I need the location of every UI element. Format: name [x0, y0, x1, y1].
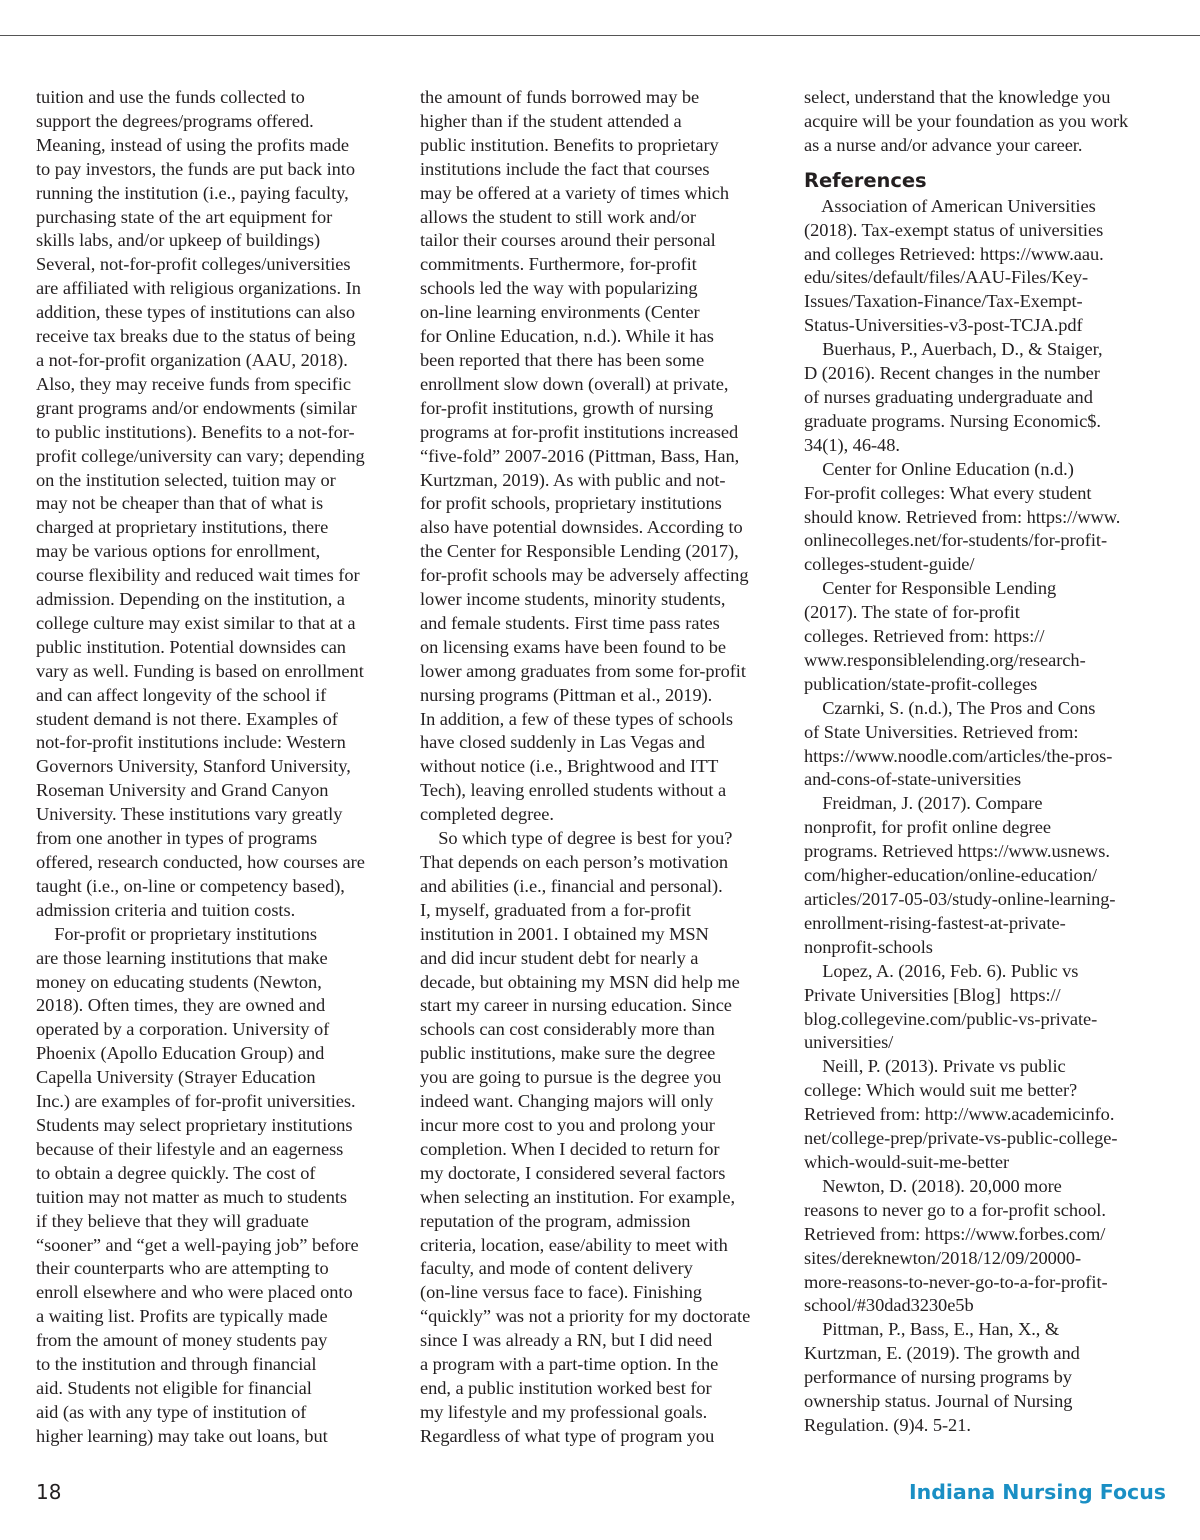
text-line: on the institution selected, tuition may or: [36, 469, 336, 490]
text-line: to pay investors, the funds are put back into: [36, 158, 356, 179]
text-line: because of their lifestyle and an eagerness: [36, 1138, 344, 1159]
text-line: been reported that there has been some: [420, 349, 705, 370]
reference-line: Center for Responsible Lending: [804, 578, 1057, 599]
text-line: indeed want. Changing majors will only: [420, 1091, 714, 1112]
reference-line: sites/dereknewton/2018/12/09/20000-: [804, 1247, 1082, 1268]
text-line: Tech), leaving enrolled students without a: [420, 780, 727, 801]
reference-line: Neill, P. (2013). Private vs public: [804, 1056, 1066, 1077]
text-line: skills labs, and/or upkeep of buildings): [36, 230, 321, 251]
text-line: and can affect longevity of the school if: [36, 684, 327, 705]
text-line: completed degree.: [420, 804, 554, 825]
text-line: and did incur student debt for nearly a: [420, 947, 699, 968]
text-line: without notice (i.e., Brightwood and ITT: [420, 756, 719, 777]
text-line: charged at proprietary institutions, there: [36, 517, 329, 538]
reference-line: reasons to never go to a for-profit school.: [804, 1199, 1106, 1220]
text-line: and female students. First time pass rates: [420, 612, 720, 633]
reference-line: of nurses graduating undergraduate and: [804, 386, 1093, 407]
text-line: for-profit institutions, growth of nursing: [420, 397, 714, 418]
text-line: Several, not-for-profit colleges/universities: [36, 254, 351, 275]
text-line: reputation of the program, admission: [420, 1210, 691, 1231]
text-line: when selecting an institution. For example,: [420, 1186, 736, 1207]
reference-line: Association of American Universities: [804, 195, 1096, 216]
reference-line: Retrieved from: http://www.academicinfo.: [804, 1104, 1115, 1125]
article-column-3-body: [804, 86, 1166, 158]
text-line: receive tax breaks due to the status of being: [36, 326, 356, 347]
text-line: may be various options for enrollment,: [36, 541, 321, 562]
text-line: public institution. Benefits to proprietary: [420, 134, 719, 155]
text-line: offered, research conducted, how courses are: [36, 852, 365, 872]
text-line: end, a public institution worked best for: [420, 1377, 712, 1398]
reference-line: Newton, D. (2018). 20,000 more: [804, 1175, 1062, 1196]
text-line: Governors University, Stanford University,: [36, 756, 351, 777]
text-line: schools can cost considerably more than: [420, 1019, 715, 1040]
text-line: In addition, a few of these types of schools: [420, 708, 733, 729]
text-line: a waiting list. Profits are typically made: [36, 1306, 328, 1327]
text-line: institution in 2001. I obtained my MSN: [420, 923, 709, 944]
text-line: on licensing exams have been found to be: [420, 636, 726, 657]
text-line: “five-fold” 2007-2016 (Pittman, Bass, Han,: [420, 445, 740, 466]
text-line: tuition and use the funds collected to: [36, 87, 305, 107]
text-line: may not be cheaper than that of what is: [36, 493, 324, 514]
text-line: “sooner” and “get a well-paying job” before: [36, 1234, 359, 1255]
text-line: support the degrees/programs offered.: [36, 110, 314, 131]
reference-line: more-reasons-to-never-go-to-a-for-profit-: [804, 1271, 1108, 1292]
text-line: grant programs and/or endowments (similar: [36, 397, 357, 418]
text-line: are affiliated with religious organizations. In: [36, 278, 361, 299]
text-line: to obtain a degree quickly. The cost of: [36, 1162, 316, 1183]
text-line: enroll elsewhere and who were placed onto: [36, 1282, 353, 1303]
reference-line: of State Universities. Retrieved from:: [804, 721, 1079, 742]
text-line: aid. Students not eligible for financial: [36, 1377, 312, 1398]
text-line: schools led the way with popularizing: [420, 278, 698, 299]
text-line: I, myself, graduated from a for-profit: [420, 899, 691, 920]
reference-line: Private Universities [Blog] https://: [804, 984, 1061, 1005]
text-line: programs at for-profit institutions increased: [420, 421, 739, 442]
text-line: select, understand that the knowledge you: [804, 87, 1111, 107]
page-number: 18: [36, 1480, 62, 1504]
text-line: allows the student to still work and/or: [420, 206, 696, 227]
text-line: as a nurse and/or advance your career.: [804, 134, 1083, 155]
reference-line: programs. Retrieved https://www.usnews.: [804, 841, 1110, 862]
reference-line: onlinecolleges.net/for-students/for-profit-: [804, 530, 1108, 551]
text-line: Inc.) are examples of for-profit universities.: [36, 1091, 356, 1112]
text-line: on-line learning environments (Center: [420, 302, 700, 323]
text-line: admission criteria and tuition costs.: [36, 899, 296, 920]
text-line: higher than if the student attended a: [420, 110, 682, 131]
text-line: since I was already a RN, but I did need: [420, 1330, 713, 1351]
reference-line: For-profit colleges: What every student: [804, 482, 1092, 503]
text-line: tailor their courses around their personal: [420, 230, 716, 251]
text-line: from one another in types of programs: [36, 828, 318, 849]
text-line: and abilities (i.e., financial and personal).: [420, 875, 723, 896]
text-line: faculty, and mode of content delivery: [420, 1258, 693, 1279]
text-line: vary as well. Funding is based on enrollment: [36, 660, 364, 681]
reference-line: com/higher-education/online-education/: [804, 865, 1097, 886]
text-line: For-profit or proprietary institutions: [36, 923, 318, 944]
text-line: lower income students, minority students,: [420, 589, 726, 610]
text-line: That depends on each person’s motivation: [420, 852, 729, 872]
references-heading: References: [804, 168, 927, 192]
reference-line: www.responsiblelending.org/research-: [804, 649, 1086, 670]
reference-line: ownership status. Journal of Nursing: [804, 1391, 1073, 1412]
text-line: nursing programs (Pittman et al., 2019).: [420, 684, 713, 705]
text-line: tuition may not matter as much to students: [36, 1186, 348, 1207]
reference-line: Pittman, P., Bass, E., Han, X., &: [804, 1319, 1060, 1340]
text-line: higher learning) may take out loans, but: [36, 1425, 328, 1446]
reference-line: publication/state-profit-colleges: [804, 673, 1038, 694]
text-line: money on educating students (Newton,: [36, 971, 322, 992]
reference-line: Freidman, J. (2017). Compare: [804, 793, 1043, 814]
reference-line: (2018). Tax-exempt status of universities: [804, 219, 1104, 240]
reference-line: nonprofit-schools: [804, 936, 933, 957]
text-line: criteria, location, ease/ability to meet with: [420, 1234, 728, 1255]
text-line: taught (i.e., on-line or competency based),: [36, 875, 345, 896]
text-line: for Online Education, n.d.). While it has: [420, 326, 714, 347]
reference-line: https://www.noodle.com/articles/the-pros-: [804, 745, 1113, 766]
reference-line: should know. Retrieved from: https://www.: [804, 506, 1121, 527]
text-line: have closed suddenly in Las Vegas and: [420, 732, 705, 753]
text-line: purchasing state of the art equipment for: [36, 206, 333, 227]
text-line: the amount of funds borrowed may be: [420, 87, 700, 107]
text-line: 2018). Often times, they are owned and: [36, 995, 326, 1016]
reference-line: Issues/Taxation-Finance/Tax-Exempt-: [804, 291, 1083, 312]
reference-line: Retrieved from: https://www.forbes.com/: [804, 1223, 1106, 1244]
text-line: lower among graduates from some for-profit: [420, 660, 746, 681]
text-line: a program with a part-time option. In the: [420, 1354, 719, 1375]
text-line: Kurtzman, 2019). As with public and not-: [420, 469, 726, 490]
text-line: for-profit schools may be adversely affecting: [420, 565, 749, 586]
text-line: not-for-profit institutions include: Western: [36, 732, 346, 753]
text-line: Meaning, instead of using the profits made: [36, 134, 350, 155]
text-line: decade, but obtaining my MSN did help me: [420, 971, 740, 992]
text-line: student demand is not there. Examples of: [36, 708, 338, 729]
reference-line: colleges. Retrieved from: https://: [804, 626, 1045, 647]
text-line: you are going to pursue is the degree you: [420, 1067, 722, 1088]
reference-line: Regulation. (9)4. 5-21.: [804, 1414, 971, 1435]
reference-line: net/college-prep/private-vs-public-college-: [804, 1128, 1118, 1149]
text-line: So which type of degree is best for you?: [420, 828, 733, 849]
text-line: Regardless of what type of program you: [420, 1425, 715, 1446]
reference-line: college: Which would suit me better?: [804, 1080, 1078, 1101]
text-line: aid (as with any type of institution of: [36, 1401, 307, 1422]
text-line: addition, these types of institutions can also: [36, 302, 355, 323]
text-line: incur more cost to you and prolong your: [420, 1114, 715, 1135]
text-line: Phoenix (Apollo Education Group) and: [36, 1043, 325, 1064]
text-line: profit college/university can vary; depending: [36, 445, 365, 466]
text-line: college culture may exist similar to that at a: [36, 612, 356, 633]
references-list: [804, 195, 1166, 1438]
text-line: commitments. Furthermore, for-profit: [420, 254, 697, 275]
header-rule: [0, 35, 1200, 36]
text-line: are those learning institutions that make: [36, 947, 328, 968]
reference-line: universities/: [804, 1032, 894, 1053]
text-line: running the institution (i.e., paying faculty,: [36, 182, 349, 203]
text-line: start my career in nursing education. Since: [420, 995, 732, 1016]
text-line: Roseman University and Grand Canyon: [36, 780, 329, 801]
text-line: University. These institutions vary greatly: [36, 804, 343, 825]
reference-line: Status-Universities-v3-post-TCJA.pdf: [804, 315, 1083, 336]
reference-line: Center for Online Education (n.d.): [804, 458, 1074, 479]
text-line: for profit schools, proprietary institutions: [420, 493, 722, 514]
reference-line: and-cons-of-state-universities: [804, 769, 1022, 790]
reference-line: performance of nursing programs by: [804, 1367, 1072, 1388]
reference-line: D (2016). Recent changes in the number: [804, 363, 1100, 384]
text-line: my lifestyle and my professional goals.: [420, 1401, 708, 1422]
reference-line: Kurtzman, E. (2019). The growth and: [804, 1343, 1080, 1364]
reference-line: enrollment-rising-fastest-at-private-: [804, 912, 1066, 933]
text-line: if they believe that they will graduate: [36, 1210, 309, 1231]
reference-line: nonprofit, for profit online degree: [804, 817, 1051, 838]
text-line: acquire will be your foundation as you work: [804, 110, 1129, 131]
reference-line: blog.collegevine.com/public-vs-private-: [804, 1008, 1098, 1029]
text-line: completion. When I decided to return for: [420, 1138, 720, 1159]
text-line: “quickly” was not a priority for my doctorate: [420, 1306, 751, 1327]
text-line: (on-line versus face to face). Finishing: [420, 1282, 702, 1303]
text-line: Students may select proprietary institutions: [36, 1114, 353, 1135]
text-line: Also, they may receive funds from specific: [36, 373, 352, 394]
reference-line: edu/sites/default/files/AAU-Files/Key-: [804, 267, 1089, 288]
reference-line: articles/2017-05-03/study-online-learning-: [804, 889, 1116, 909]
reference-line: 34(1), 46-48.: [804, 434, 900, 455]
text-line: also have potential downsides. According to: [420, 517, 743, 538]
article-column-3: [804, 86, 1166, 1438]
text-line: course flexibility and reduced wait times for: [36, 565, 360, 586]
text-line: Capella University (Strayer Education: [36, 1067, 316, 1088]
text-line: institutions include the fact that courses: [420, 158, 710, 179]
text-line: enrollment slow down (overall) at private,: [420, 373, 729, 394]
reference-line: and colleges Retrieved: https://www.aau.: [804, 243, 1104, 264]
reference-line: Lopez, A. (2016, Feb. 6). Public vs: [804, 960, 1079, 981]
text-line: a not-for-profit organization (AAU, 2018).: [36, 349, 348, 370]
text-line: my doctorate, I considered several factors: [420, 1162, 726, 1183]
article-column-1: [36, 86, 398, 1449]
reference-line: school/#30dad3230e5b: [804, 1295, 974, 1316]
text-line: public institution. Potential downsides can: [36, 636, 346, 657]
reference-line: Czarnki, S. (n.d.), The Pros and Cons: [804, 697, 1096, 718]
text-line: the Center for Responsible Lending (2017),: [420, 541, 739, 562]
reference-line: (2017). The state of for-profit: [804, 602, 1020, 623]
text-line: from the amount of money students pay: [36, 1330, 328, 1351]
reference-line: colleges-student-guide/: [804, 554, 975, 575]
reference-line: graduate programs. Nursing Economic$.: [804, 410, 1101, 431]
text-line: to the institution and through financial: [36, 1354, 317, 1375]
text-line: public institutions, make sure the degree: [420, 1043, 716, 1064]
text-line: their counterparts who are attempting to: [36, 1258, 329, 1279]
article-column-2: [420, 86, 782, 1449]
text-line: to public institutions). Benefits to a not-for-: [36, 421, 355, 442]
text-line: operated by a corporation. University of: [36, 1019, 330, 1040]
magazine-title: Indiana Nursing Focus: [908, 1480, 1166, 1504]
text-line: may be offered at a variety of times which: [420, 182, 730, 203]
reference-line: Buerhaus, P., Auerbach, D., & Staiger,: [804, 339, 1103, 360]
reference-line: which-would-suit-me-better: [804, 1151, 1010, 1172]
text-line: admission. Depending on the institution, a: [36, 589, 345, 610]
